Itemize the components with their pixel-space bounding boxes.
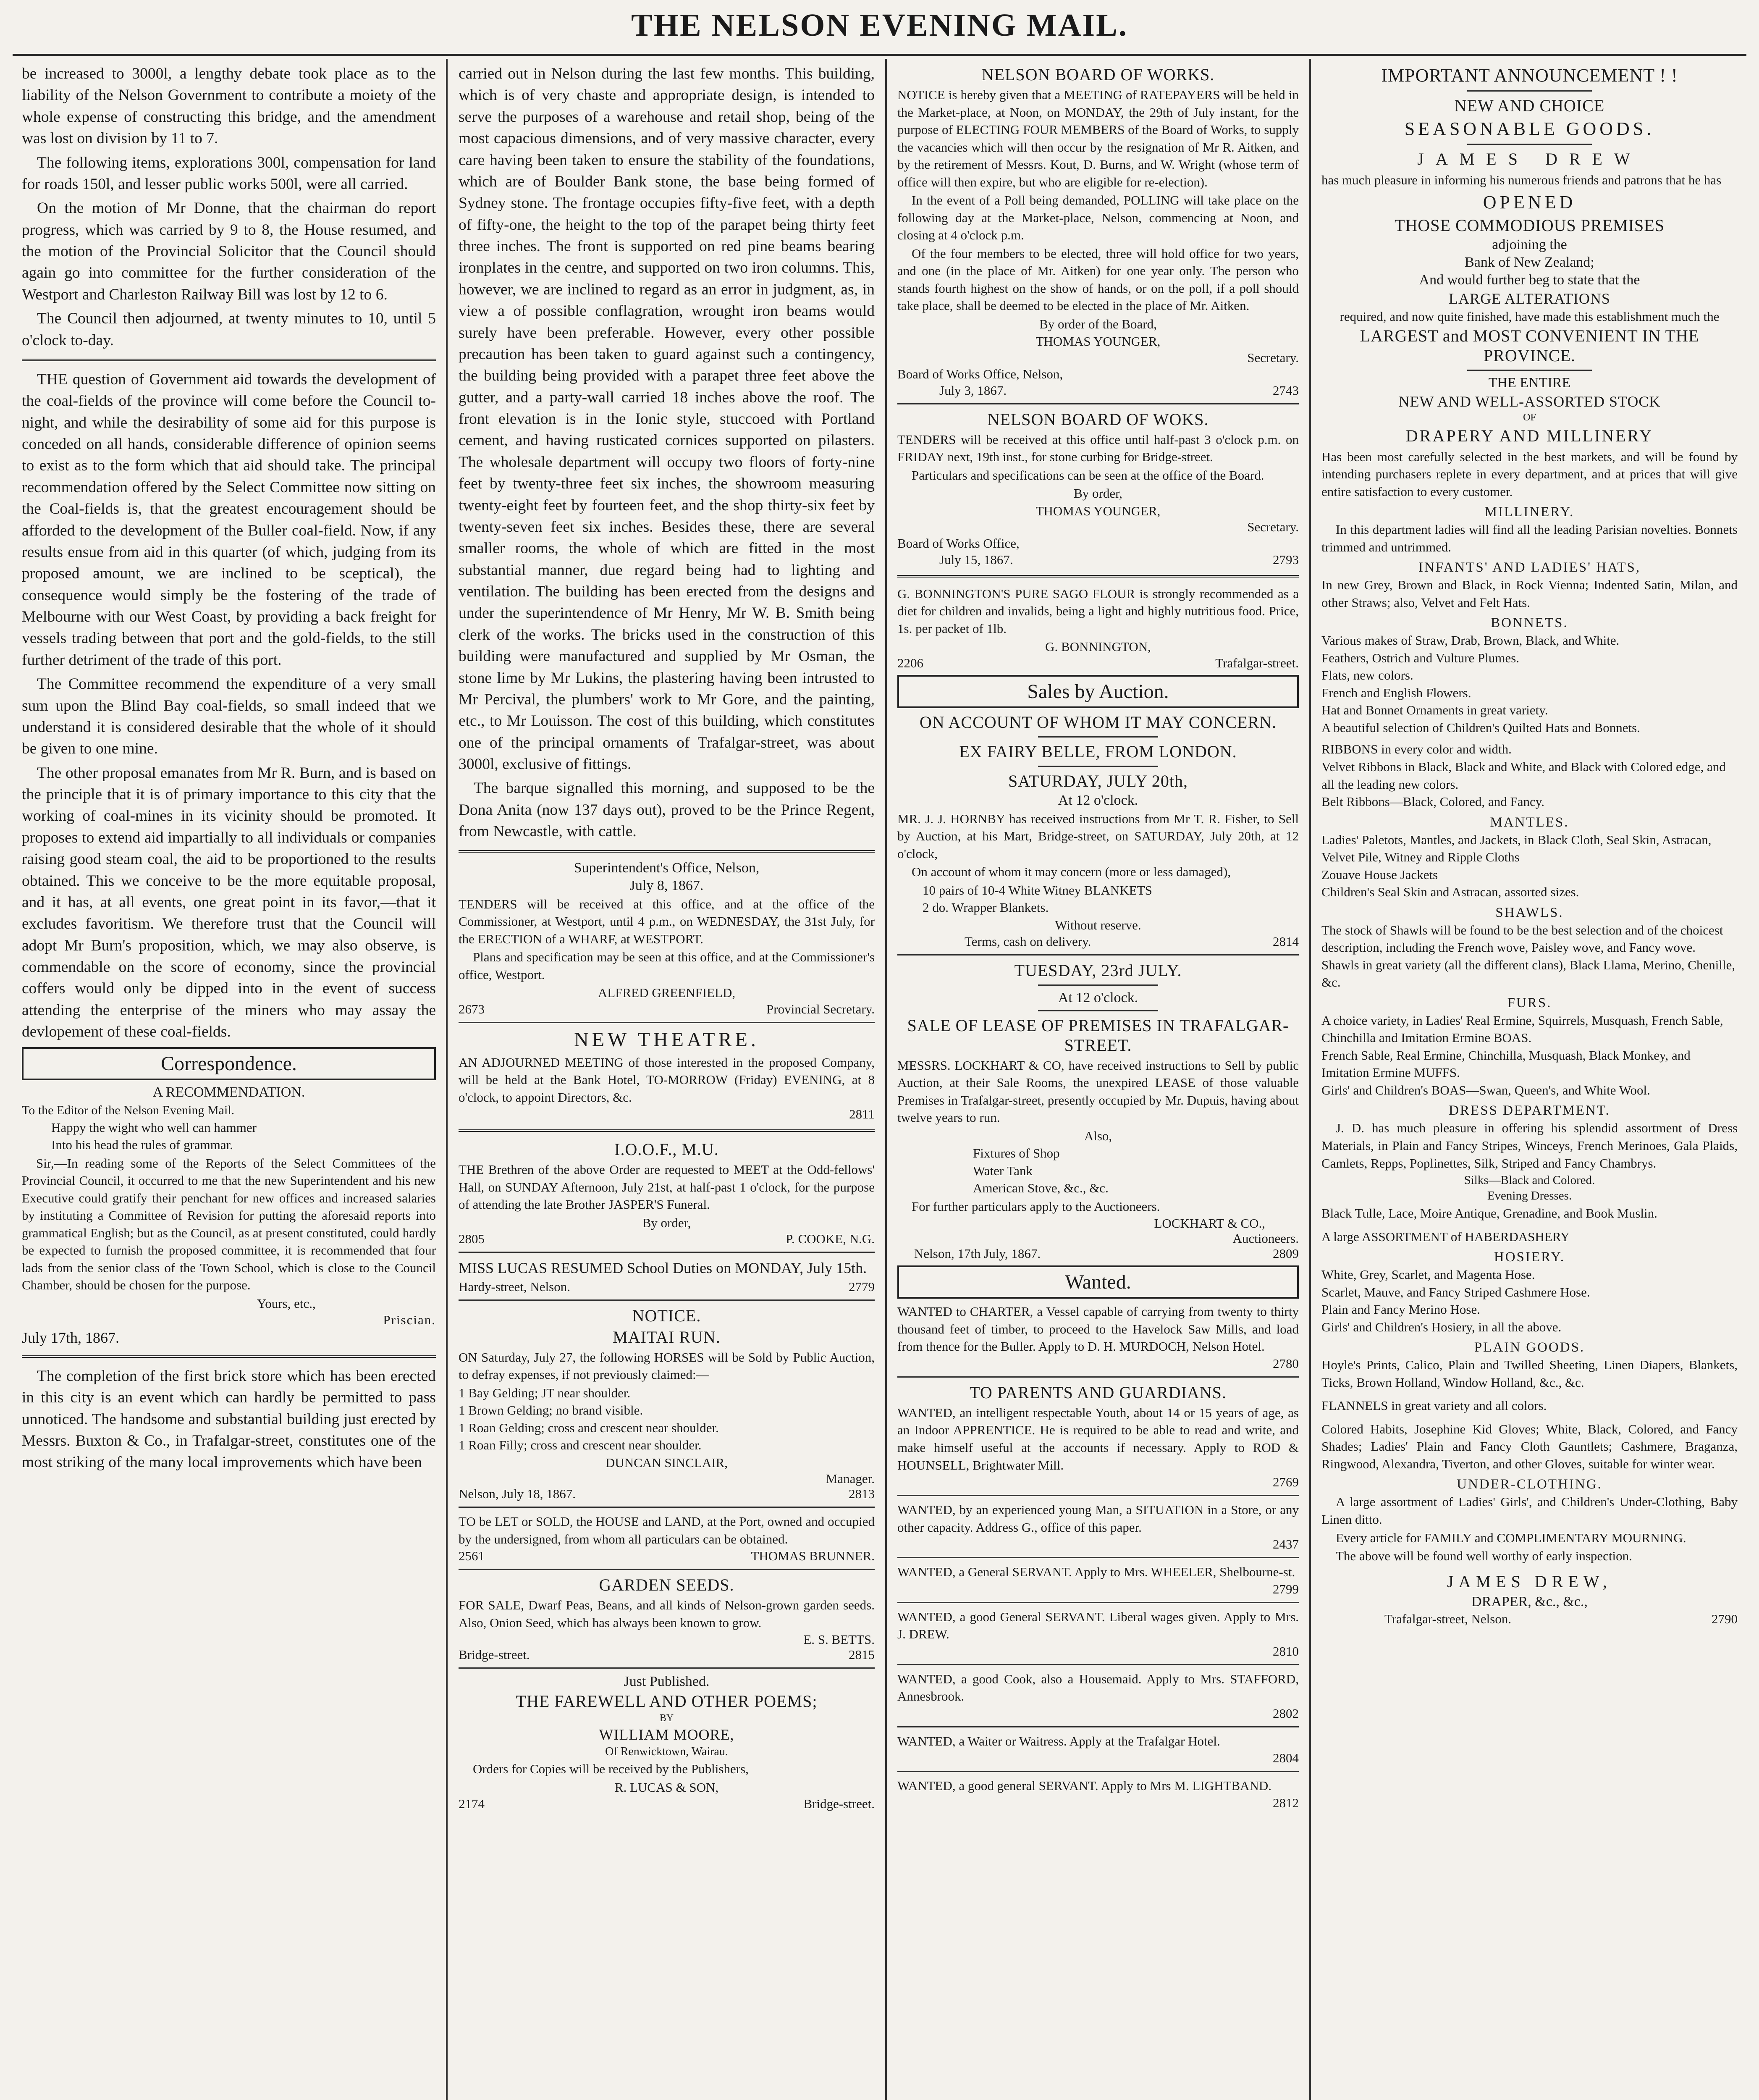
ad-divider: [459, 1252, 875, 1253]
column-2: [449, 59, 884, 2100]
ad-list-item: Shawls in great variety (all the different clans), Black Llama, Merino, Chenille, &c.: [1321, 957, 1735, 990]
ad-divider: [459, 1129, 875, 1132]
ad-body: MR. J. J. HORNBY has received instructions from Mr T. R. Fisher, to Sell by Auction, at his Mart, Bridge-street, on SATURDAY, July 20th, at 12 o'clock,: [897, 811, 1299, 861]
ad-divider: [897, 1602, 1299, 1603]
ad-reference: 2815: [849, 1647, 875, 1662]
ad-divider: [459, 1569, 875, 1570]
ad-reference: 2437: [1273, 1537, 1299, 1552]
ad-subheading: SHAWLS.: [1495, 905, 1564, 920]
ad-heading: ON ACCOUNT OF WHOM IT MAY CONCERN.: [919, 712, 1277, 732]
ad-time: At 12 o'clock.: [1058, 990, 1138, 1005]
ad-list-item: A large ASSORTMENT of HABERDASHERY: [1321, 1229, 1570, 1244]
ad-body: TO be LET or SOLD, the HOUSE and LAND, at the Port, owned and occupied by the undersigned, from whom all particulars can be obtained.: [459, 1514, 875, 1546]
ad-reference: 2743: [1273, 383, 1299, 398]
wanted-cook-ad: [897, 1670, 1299, 1721]
ad-list-item: Water Tank: [973, 1163, 1033, 1178]
ad-date: July 15, 1867.: [939, 552, 1013, 567]
ad-heading: THE FAREWELL AND OTHER POEMS;: [516, 1692, 818, 1711]
ad-divider: [897, 575, 1299, 578]
ad-rule: [1467, 144, 1592, 145]
ad-header-line: July 8, 1867.: [629, 877, 704, 893]
ad-subheading: HOSIERY.: [1494, 1250, 1565, 1265]
lockhart-auction-ad: [897, 961, 1299, 1262]
ad-signature: THOMAS YOUNGER,: [1035, 334, 1161, 349]
ad-heading: OPENED: [1483, 192, 1576, 213]
letter-title: A RECOMMENDATION.: [152, 1084, 305, 1100]
ad-subheading: BONNETS.: [1491, 615, 1568, 631]
ad-list-item: 10 pairs of 10-4 White Witney BLANKETS: [923, 882, 1152, 898]
ad-body: Has been most carefully selected in the best markets, and will be found by intending purchasers replete in every department, and at prices that will give entire satisfaction to every customer.: [1321, 449, 1738, 499]
ad-body: MISS LUCAS RESUMED School Duties on MONDAY, July 15th.: [459, 1260, 867, 1277]
ad-body: TENDERS will be received at this office, and at the office of the Commissioner, at Westport, until 4 p.m., on WEDNESDAY, the 31st July, for the ERECTION of a WHARF, at WESTPORT.: [459, 896, 875, 946]
column-3: [888, 59, 1308, 2100]
ad-rule: [1038, 736, 1159, 738]
ad-title: Provincial Secretary.: [766, 1001, 875, 1016]
ad-address: Trafalgar-street, Nelson.: [1384, 1611, 1512, 1626]
ad-line: required, and now quite finished, have made this establishment much the: [1340, 309, 1720, 324]
ad-list-item: Girls' and Children's Hosiery, in all the above.: [1321, 1319, 1562, 1334]
ad-heading: NELSON BOARD OF WOKS.: [987, 410, 1209, 429]
ad-list-item: Children's Seal Skin and Astracan, assorted sizes.: [1321, 885, 1579, 900]
ad-list-item: Hat and Bonnet Ornaments in great variety.: [1321, 703, 1548, 718]
ad-reference: 2804: [1273, 1751, 1299, 1766]
ad-body: In the event of a Poll being demanded, POLLING will take place on the following day at the Market-place, Nelson, commencing at Noon, and closing at 4 o'clock p.m.: [897, 193, 1299, 243]
ad-date: Nelson, 17th July, 1867.: [914, 1246, 1041, 1261]
ad-line: DRAPER, &c., &c.,: [1471, 1593, 1588, 1609]
ad-reference: 2673: [459, 1001, 485, 1016]
ad-reference: 2793: [1273, 552, 1299, 567]
ad-list-item: 1 Roan Gelding; cross and crescent near shoulder.: [459, 1420, 719, 1435]
ad-reference: 2779: [849, 1279, 875, 1294]
article-paragraph: On the motion of Mr Donne, that the chairman do report progress, which was carried by 9 to 8, the House resumed, and the motion of the Provincial Solicitor that the Council should again go into committee for the further consideration of the Westport and Charleston Railway Bill was lost by 12 to 6.: [22, 200, 436, 303]
board-of-works-meeting-ad: [897, 65, 1299, 398]
ad-body: WANTED, a Waiter or Waitress. Apply at the Trafalgar Hotel.: [897, 1733, 1220, 1748]
ad-list-item: Velvet Ribbons in Black, Black and White, and Black with Colored edge, and all the leading new colors.: [1321, 759, 1726, 792]
ad-date: Nelson, July 18, 1867.: [459, 1486, 576, 1502]
ad-body: WANTED, a General SERVANT. Apply to Mrs. WHEELER, Shelbourne-st.: [897, 1564, 1295, 1580]
wanted-servant-ad: [897, 1608, 1299, 1659]
ad-reference: 2805: [459, 1231, 485, 1247]
ad-office: Board of Works Office, Nelson,: [897, 366, 1063, 381]
wanted-general-servant-ad: [897, 1777, 1299, 1811]
ad-address: Bridge-street.: [803, 1796, 875, 1811]
article-paragraph: carried out in Nelson during the last few months. This building, which is of very chaste and appropriate design, is intended to serve the purposes of a warehouse and retail shop, being of the most capacious dimensions, and of very massive character, every care having been taken to ensure the stability of the foundations, which are of Boulder Bank stone, the base being formed of Sydney stone. The frontage occupies fifty-five feet, with a depth of fifty-one, the height to the top of the parapet being thirty feet three inches. The front is supported on red pine beams bearing ironplates in the centre, and supported on two iron columns. This, however, we are inclined to regard as an error in judgment, as, in view a of possible conflagration, wrought iron beams would surely have been preferable. However, every other possible precaution has been taken to guard against such a contingency, the building being provided with a parapet three feet above the gutter, and a party-wall carried 18 inches above the roof. The front elevation is in the Ionic style, stuccoed with Portland cement, and having rusticated cornices supported on pilasters. The wholesale department will occupy two floors of forty-nine feet by twenty-three feet six inches, the showroom measuring twenty-eight feet by fourteen feet, and the shop thirty-six feet by twenty-seven feet six inches. Besides these, there are several smaller rooms, the whole of which are fitted in the most substantial manner, due regard being had to lighting and ventilation. The building has been erected from the designs and under the superintendence of Mr Henry, Mr W. B. Smith being clerk of the works. The bricks used in the construction of this building were manufactured and supplied by Mr Osman, the stone lime by Mr Lukins, the plastering having been intrusted to Mr Percival, the plumbers' work to Mr Gore, and the painting, etc., to Mr Louisson. The cost of this building, which constitutes one of the principal ornaments of Trafalgar-street, was about 3000l, exclusive of fittings.: [459, 65, 875, 773]
ad-reference: 2812: [1273, 1795, 1299, 1810]
ad-body: A large assortment of Ladies' Girls', and Children's Under-Clothing, Baby Linen ditto.: [1321, 1494, 1738, 1527]
ad-reference: 2810: [1273, 1643, 1299, 1659]
wanted-apprentice-ad: [897, 1383, 1299, 1490]
ad-divider: [459, 1299, 875, 1301]
ad-body: MESSRS. LOCKHART & CO, have received instructions to Sell by public Auction, at their Sale Rooms, the unexpired LEASE of those valuable Premises in Trafalgar-street, presently occupied by Mr. Dupuis, having about twelve years to run.: [897, 1058, 1299, 1125]
section-divider: [459, 850, 875, 853]
ad-body: In new Grey, Brown and Black, in Rock Vienna; Indented Satin, Milan, and other Straws; also, Velvet and Felt Hats.: [1321, 578, 1738, 610]
ad-rule: [1038, 984, 1159, 986]
ad-list-item: Various makes of Straw, Drab, Brown, Black, and White.: [1321, 633, 1620, 648]
ad-author: WILLIAM MOORE,: [599, 1726, 734, 1743]
ad-heading: TO PARENTS AND GUARDIANS.: [970, 1383, 1227, 1402]
ad-divider: [897, 1726, 1299, 1727]
ad-reference: 2790: [1712, 1611, 1738, 1626]
letter-verse: Into his head the rules of grammar.: [51, 1137, 233, 1152]
ad-heading: DRAPERY AND MILLINERY: [1405, 426, 1654, 445]
wanted-charter-ad: [897, 1303, 1299, 1371]
ad-body: ON Saturday, July 27, the following HORSES will be Sold by Public Auction, to defray expenses, if not previously claimed:—: [459, 1349, 875, 1382]
ad-body: Particulars and specifications can be seen at the office of the Board.: [912, 467, 1264, 483]
ad-rule: [1038, 766, 1159, 767]
ad-heading: MAITAI RUN.: [613, 1327, 721, 1347]
ad-reference: 2780: [1273, 1356, 1299, 1371]
ad-divider: [897, 1771, 1299, 1772]
wanted-waiter-ad: [897, 1732, 1299, 1766]
masthead-rule: [13, 54, 1746, 56]
ad-reference: 2809: [1273, 1246, 1299, 1261]
ad-reference: 2561: [459, 1549, 485, 1564]
ad-rule: [1467, 370, 1592, 371]
board-of-works-tender-ad: [897, 410, 1299, 567]
wanted-heading: Wanted.: [897, 1265, 1299, 1299]
ad-list-item: RIBBONS in every color and width.: [1321, 742, 1512, 757]
article-paragraph: The Council then adjourned, at twenty minutes to 10, until 5 o'clock to-day.: [22, 310, 436, 349]
ad-list-item: Ladies' Paletots, Mantles, and Jackets, in Black Cloth, Seal Skin, Astracan, Velvet Pile, Witney and Ripple Cloths: [1321, 832, 1712, 865]
ad-signature: THOMAS BRUNNER.: [751, 1549, 875, 1564]
ad-subheading: FURS.: [1507, 995, 1552, 1011]
article-paragraph: The barque signalled this morning, and supposed to be the Dona Anita (now 137 days out), proved to be the Prince Regent, from Newcastle, with cattle.: [459, 780, 875, 840]
garden-seeds-ad: [459, 1575, 875, 1662]
ad-title: Manager.: [826, 1471, 875, 1486]
ad-subheading: PLAIN GOODS.: [1474, 1340, 1585, 1355]
ad-reference: 2769: [1273, 1475, 1299, 1490]
ad-heading: NEW AND WELL-ASSORTED STOCK: [1398, 393, 1661, 410]
masthead: THE NELSON EVENING MAIL.: [631, 8, 1128, 43]
ad-signature: G. BONNINGTON,: [1045, 639, 1151, 654]
column-divider: [446, 59, 448, 2100]
article-paragraph: The following items, explorations 300l, compensation for land for roads 150l, and lesser public works 500l, were all carried.: [22, 154, 436, 193]
ad-body: Of the four members to be elected, three will hold office for two years, and one (in the place of Mr. Aitken) for one year only. The person who stands fourth highest on the show of hands, or on the poll, if a poll should take place, shall be deemed to be elected in the place of Mr. Aitken.: [897, 246, 1299, 313]
ad-title: Secretary.: [1247, 350, 1299, 365]
ad-signature: P. COOKE, N.G.: [786, 1231, 875, 1247]
ad-reference: 2174: [459, 1796, 485, 1811]
ad-subheading: DRESS DEPARTMENT.: [1449, 1103, 1610, 1118]
article-paragraph: be increased to 3000l, a lengthy debate took place as to the liability of the Nelson Government to contribute a moiety of the whole expense of constructing this bridge, and the amendment was lost on division by 11 to 7.: [22, 65, 436, 147]
ad-by: BY: [659, 1713, 674, 1724]
section-divider: [22, 359, 436, 361]
ad-heading: THOSE COMMODIOUS PREMISES: [1395, 215, 1665, 235]
ad-body: Orders for Copies will be received by the Publishers,: [473, 1761, 749, 1777]
ad-list-item: 2 do. Wrapper Blankets.: [923, 900, 1049, 915]
ad-body: Hoyle's Prints, Calico, Plain and Twilled Sheeting, Linen Diapers, Blankets, Ticks, Brown Holland, Window Holland, &c., &c.: [1321, 1357, 1738, 1390]
theatre-ad: [459, 1028, 875, 1122]
wharf-tender-ad: [459, 860, 875, 1017]
letter-body: Sir,—In reading some of the Reports of the Select Committees of the Provincial Council, it occurred to me that the new Superintendent and his new Executive could gratify their penchant for new offices and increased salaries by instituting a Committee of Revision for putting the aforesaid reports into grammatical English; but as the Council, as at present constituted, could hardly be expected to furnish the proposed committee, it is recommended that four lads from the senior class of the Town School, which is close to the Council Chamber, should be chosen for the purpose.: [22, 1155, 436, 1293]
ad-body: NOTICE is hereby given that a MEETING of RATEPAYERS will be held in the Market-place, at Noon, on MONDAY, the 29th of July instant, for the purpose of ELECTING FOUR MEMBERS of the Board of Works, to supply the vacancies which will then occur by the resignation of Mr R. Aitken, and by the retirement of Messrs. Kout, D. Burns, and W. Wright (whose term of office will then expire, but who are eligible for re-election).: [897, 87, 1299, 189]
ad-heading: LARGE ALTERATIONS: [1449, 290, 1610, 307]
letter-addressee: To the Editor of the Nelson Evening Mail.: [22, 1103, 235, 1117]
ad-name: JAMES DREW: [1417, 150, 1642, 168]
ad-list-item: American Stove, &c., &c.: [973, 1181, 1109, 1196]
ad-line: OF: [1523, 412, 1536, 423]
ad-line: adjoining the: [1492, 236, 1567, 252]
letter-closing: Yours, etc.,: [257, 1296, 316, 1311]
ad-heading: NEW THEATRE.: [574, 1028, 759, 1051]
ad-line: Silks—Black and Colored.: [1464, 1173, 1595, 1187]
ad-subheading: UNDER-CLOTHING.: [1457, 1477, 1602, 1492]
ad-address: Bridge-street.: [459, 1647, 530, 1662]
ad-heading: GARDEN SEEDS.: [599, 1575, 734, 1595]
ad-time: At 12 o'clock.: [1058, 792, 1138, 808]
ad-title: Auctioneers.: [1232, 1231, 1299, 1246]
ad-reference: 2811: [849, 1107, 875, 1122]
poems-ad: [459, 1674, 875, 1811]
column-divider: [1309, 59, 1311, 2100]
ad-list-item: A choice variety, in Ladies' Real Ermine, Squirrels, Musquash, French Sable, Chinchilla and Imitation Ermine BOAS.: [1321, 1013, 1723, 1045]
ad-list-item: White, Grey, Scarlet, and Magenta Hose.: [1321, 1267, 1535, 1282]
ad-reference: 2799: [1273, 1581, 1299, 1596]
let-or-sell-ad: [459, 1513, 875, 1564]
ad-subheading: MANTLES.: [1490, 814, 1569, 830]
ad-subheading: MILLINERY.: [1484, 504, 1575, 520]
ad-body: G. BONNINGTON'S PURE SAGO FLOUR is strongly recommended as a diet for children and invalids, being a light and highly nutritious food. Price, 1s. per packet of 1lb.: [897, 586, 1299, 636]
ad-divider: [897, 1664, 1299, 1665]
ad-heading: EX FAIRY BELLE, FROM LONDON.: [959, 742, 1237, 761]
ad-body: FOR SALE, Dwarf Peas, Beans, and all kinds of Nelson-grown garden seeds. Also, Onion Seed, which has always been known to grow.: [459, 1598, 875, 1630]
ad-signature: THOMAS YOUNGER,: [1035, 503, 1161, 518]
ad-list-item: 1 Roan Filly; cross and crescent near shoulder.: [459, 1438, 702, 1453]
lucas-ad: [459, 1258, 875, 1294]
ad-heading: TUESDAY, 23rd JULY.: [1014, 961, 1182, 980]
ad-line: And would further beg to state that the: [1419, 272, 1640, 288]
ad-list-item: French and English Flowers.: [1321, 685, 1471, 700]
ad-heading: NELSON BOARD OF WORKS.: [981, 65, 1215, 84]
ad-also: Also,: [1084, 1128, 1112, 1143]
ad-body: J. D. has much pleasure in offering his splendid assortment of Dress Materials, in Plain and Fancy Stripes, Winceys, French Merinoes, Gala Plaids, Camlets, Repps, Poplinettes, Silk, Striped and Fancy Chambrys.: [1321, 1121, 1738, 1171]
ad-list-item: Girls' and Children's BOAS—Swan, Queen's, and White Wool.: [1321, 1082, 1650, 1097]
hornby-auction-ad: [897, 712, 1299, 949]
letter-signature: Priscian.: [383, 1312, 436, 1327]
ad-divider: [897, 954, 1299, 956]
ad-list-item: French Sable, Real Ermine, Chinchilla, Musquash, Black Monkey, and Imitation Ermine MUFFS.: [1321, 1047, 1691, 1080]
ad-body: WANTED, a good Cook, also a Housemaid. Apply to Mrs. STAFFORD, Annesbrook.: [897, 1671, 1299, 1704]
ad-line: Bank of New Zealand;: [1465, 254, 1594, 270]
ad-signature: R. LUCAS & SON,: [614, 1780, 719, 1795]
ad-heading: NEW AND CHOICE: [1454, 96, 1605, 115]
ad-body: In this department ladies will find all the leading Parisian novelties. Bonnets trimmed and untrimmed.: [1321, 522, 1738, 554]
ad-heading: SATURDAY, JULY 20th,: [1008, 771, 1188, 790]
article-paragraph: The completion of the first brick store which has been erected in this city is an event which can hardly be permitted to pass unnoticed. The handsome and substantial building just erected by Messrs. Buxton & Co., in Trafalgar-street, constitutes one of the most striking of the many local improvements which have been: [22, 1367, 436, 1471]
ad-signature: DUNCAN SINCLAIR,: [605, 1455, 728, 1470]
ad-body: WANTED, a good general SERVANT. Apply to Mrs M. LIGHTBAND.: [897, 1778, 1271, 1793]
ad-body: WANTED to CHARTER, a Vessel capable of carrying from twenty to thirty thousand feet of timber, to proceed to the Havelock Saw Mills, and load from thence for the Buller. Apply to D. H. MURDOCH, Nelson Hotel.: [897, 1304, 1299, 1354]
ad-list-item: Belt Ribbons—Black, Colored, and Fancy.: [1321, 794, 1544, 809]
ad-list-item: Black Tulle, Lace, Moire Antique, Grenadine, and Book Muslin.: [1321, 1206, 1657, 1221]
ad-body: For further particulars apply to the Auctioneers.: [912, 1199, 1160, 1214]
ad-signature: E. S. BETTS.: [803, 1632, 875, 1647]
ad-divider: [897, 1376, 1299, 1378]
letter-date: July 17th, 1867.: [22, 1329, 120, 1346]
letter-verse: Happy the wight who well can hammer: [51, 1120, 257, 1135]
james-drew-ad: [1321, 65, 1738, 1627]
ad-body: has much pleasure in informing his numerous friends and patrons that he has: [1321, 173, 1722, 187]
article-paragraph: The Committee recommend the expenditure of a very small sum upon the Blind Bay coal-fields, so small indeed that we understand it is considered desirable that the whole of it should be given to one mine.: [22, 675, 436, 758]
ad-heading: SEASONABLE GOODS.: [1404, 118, 1655, 139]
ad-list-item: Flats, new colors.: [1321, 668, 1413, 683]
ad-divider: [897, 403, 1299, 404]
ad-list-item: Zouave House Jackets: [1321, 867, 1438, 882]
ad-heading: NOTICE.: [632, 1306, 701, 1325]
ad-body: Plans and specification may be seen at this office, and at the Commissioner's office, Westport.: [459, 950, 875, 982]
ad-divider: [897, 1557, 1299, 1558]
ad-body: WANTED, a good General SERVANT. Liberal wages given. Apply to Mrs. J. DREW.: [897, 1609, 1299, 1642]
article-paragraph: THE question of Government aid towards the development of the coal-fields of the province will come before the Council to-night, and while the desirability of some aid for this purpose is conceded on all hands, considerable difference of opinion seems to exist as to the form which that aid should take. The principal recommendation offered by the Select Committee now sitting on the Coal-fields is, that the greatest encouragement should be afforded to the development of the Buller coal-field. Now, if any results ensue from aid in this quarter (of which, judging from its proposed amount, we are inclined to be sceptical), the consequence would simply be the fostering of the trade of Melbourne with our West Coast, by providing a back freight for vessels trading between that port and the gold-fields, to the still further detriment of the trade of this port.: [22, 370, 436, 669]
ad-list-item: Plain and Fancy Merino Hose.: [1321, 1302, 1480, 1317]
ad-note: Without reserve.: [1055, 918, 1141, 932]
ad-line: Evening Dresses.: [1487, 1189, 1572, 1203]
sago-flour-ad: [897, 585, 1299, 671]
ad-heading: I.O.O.F., M.U.: [614, 1140, 719, 1159]
ad-terms: Terms, cash on delivery.: [965, 934, 1091, 949]
sales-by-auction-heading: Sales by Auction.: [897, 675, 1299, 708]
wanted-situation-ad: [897, 1501, 1299, 1552]
ad-body: WANTED, by an experienced young Man, a SITUATION in a Store, or any other capacity. Address G., office of this paper.: [897, 1502, 1299, 1535]
ad-address: Hardy-street, Nelson.: [459, 1279, 570, 1294]
ad-author-place: Of Renwicktown, Wairau.: [605, 1745, 728, 1759]
ad-list-item: Scarlet, Mauve, and Fancy Striped Cashmere Hose.: [1321, 1284, 1590, 1299]
ad-subheading: INFANTS' AND LADIES' HATS,: [1418, 560, 1641, 575]
ad-header-line: Superintendent's Office, Nelson,: [574, 860, 760, 876]
section-divider: [22, 1355, 436, 1358]
ad-rule: [1038, 1010, 1159, 1011]
ad-line: THE ENTIRE: [1488, 375, 1571, 391]
ad-body: Colored Habits, Josephine Kid Gloves; White, Black, Colored, and Fancy Shades; Ladies' Plain and Fancy Cloth Gauntlets; Cashmere, Braganza, Ringwood, Alexandra, Tiverton, and other Gloves, suitable for winter wear.: [1321, 1421, 1738, 1471]
ad-reference: 2814: [1273, 934, 1299, 949]
ad-body: AN ADJOURNED MEETING of those interested in the proposed Company, will be held at the Bank Hotel, TO-MORROW (Friday) EVENING, at 8 o'clock, to appoint Directors, &c.: [459, 1055, 875, 1105]
ad-list-item: 1 Bay Gelding; JT near shoulder.: [459, 1385, 631, 1400]
ioof-ad: [459, 1139, 875, 1247]
ad-signature: LOCKHART & CO.,: [1154, 1216, 1265, 1231]
ad-body: On account of whom it may concern (more or less damaged),: [912, 864, 1231, 879]
ad-subheading: Just Published.: [624, 1674, 710, 1690]
ad-office: Board of Works Office,: [897, 536, 1020, 551]
column-4: [1312, 59, 1747, 2100]
ad-rule: [1467, 90, 1592, 92]
column-divider: [885, 59, 887, 2100]
ad-address: Trafalgar-street.: [1215, 655, 1299, 670]
ad-body: WANTED, an intelligent respectable Youth, about 14 or 15 years of age, as an Indoor APPRENTICE. He is required to be able to read and write, and make himself useful at the accounts if necessary. Apply to ROD & HOUNSELL, Brightwater Mill.: [897, 1405, 1299, 1473]
ad-divider: [459, 1667, 875, 1669]
ad-list-item: 1 Brown Gelding; no brand visible.: [459, 1403, 643, 1418]
ad-reference: 2802: [1273, 1706, 1299, 1721]
ad-date: July 3, 1867.: [939, 383, 1007, 398]
ad-order: By order of the Board,: [1039, 316, 1157, 331]
ad-reference: 2813: [849, 1486, 875, 1502]
ad-signature: JAMES DREW,: [1447, 1572, 1612, 1591]
ad-divider: [459, 1022, 875, 1023]
ad-signature: ALFRED GREENFIELD,: [598, 985, 736, 1000]
ad-list-item: Fixtures of Shop: [973, 1146, 1060, 1161]
ad-heading: SALE OF LEASE OF PREMISES IN TRAFALGAR-STREET.: [907, 1016, 1289, 1055]
ad-body: TENDERS will be received at this office until half-past 3 o'clock p.m. on FRIDAY next, 19th inst., for stone curbing for Bridge-street.: [897, 432, 1299, 465]
maitai-ad: [459, 1306, 875, 1502]
ad-list-item: A beautiful selection of Children's Quilted Hats and Bonnets.: [1321, 720, 1640, 735]
ad-divider: [459, 1507, 875, 1508]
correspondence-heading: Correspondence.: [22, 1047, 436, 1080]
wanted-servant-ad: [897, 1563, 1299, 1597]
ad-title: Secretary.: [1247, 520, 1299, 535]
ad-list-item: FLANNELS in great variety and all colors.: [1321, 1398, 1547, 1413]
ad-heading: LARGEST and MOST CONVENIENT IN THE PROVINCE.: [1360, 326, 1699, 365]
ad-divider: [897, 1495, 1299, 1496]
ad-order: By order,: [1074, 486, 1122, 501]
ad-body: THE Brethren of the above Order are requested to MEET at the Odd-fellows' Hall, on SUNDAY Afternoon, July 21st, at half-past 1 o'clock, for the purpose of attending the late Brother JASPER'S Funeral.: [459, 1162, 875, 1212]
ad-reference: 2206: [897, 655, 923, 670]
article-paragraph: The other proposal emanates from Mr R. Burn, and is based on the principle that it is of primary importance to this city that the working of coal-mines in its vicinity should be promoted. It proposes to extend aid impartially to all individuals or companies raising good steam coal, the aid to be proportioned to the results obtained. This we conceive to be the more equitable proposal, and it has, at all events, one great point in its favor,—that it excludes favoritism. We therefore trust that the Council will adopt Mr Burn's proposition, which, we may also observe, is commendable on the score of economy, since the provincial coffers would only be dipped into in the event of success attending the enterprise of the miners who may assay the devlopement of these coal-fields.: [22, 764, 436, 1041]
ad-body: Every article for FAMILY and COMPLIMENTARY MOURNING.: [1336, 1530, 1686, 1545]
ad-list-item: The stock of Shawls will be found to be the best selection and of the choicest description, including the French wove, Paisley wove, and Fancy wove.: [1321, 922, 1723, 955]
ad-order: By order,: [642, 1215, 691, 1230]
column-1: [13, 59, 445, 2100]
ad-list-item: Feathers, Ostrich and Vulture Plumes.: [1321, 650, 1520, 665]
ad-heading: IMPORTANT ANNOUNCEMENT ! !: [1381, 65, 1678, 86]
ad-body: The above will be found well worthy of early inspection.: [1336, 1549, 1632, 1564]
